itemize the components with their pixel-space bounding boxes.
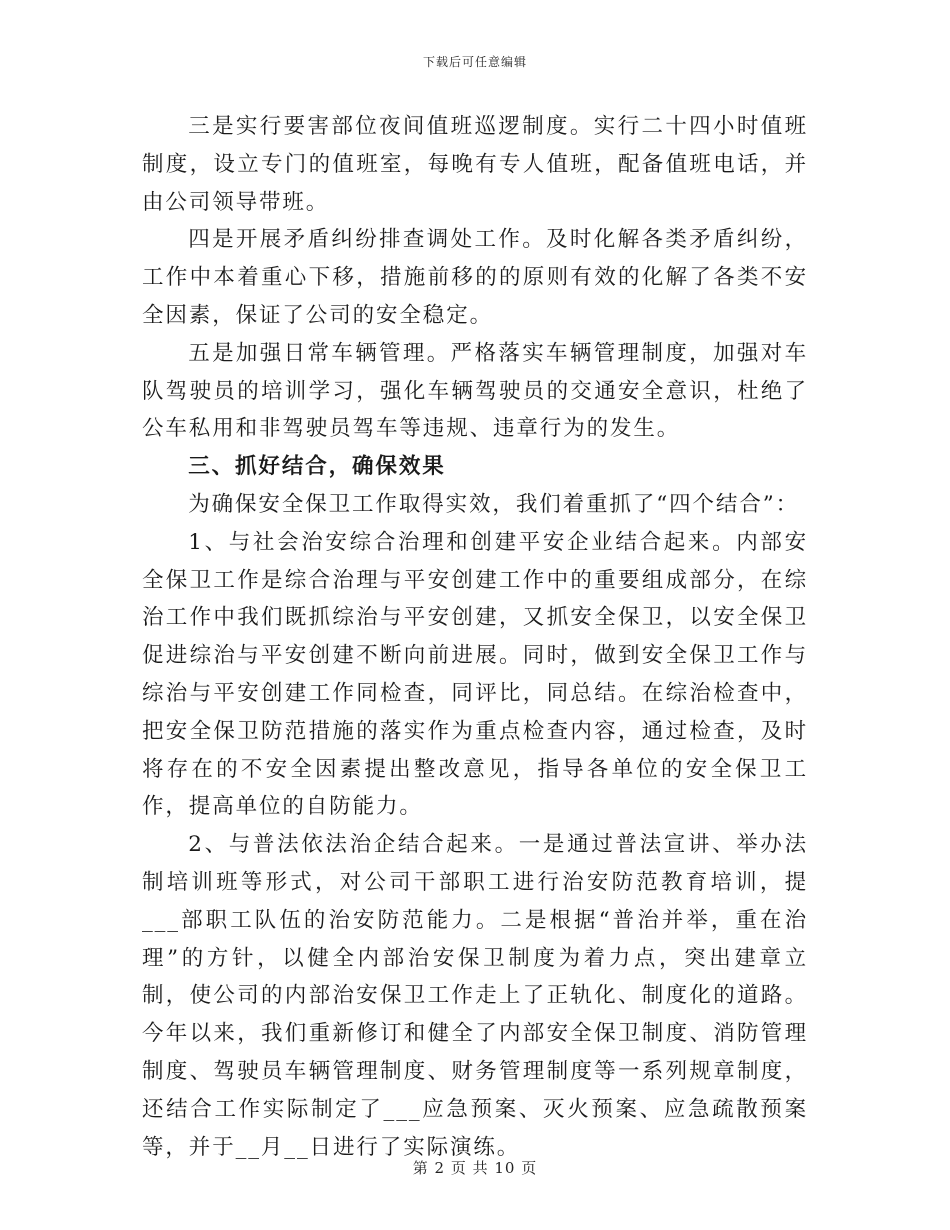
paragraph-four-combinations-intro: 为确保安全保卫工作取得实效，我们着重抓了“四个结合”： xyxy=(188,491,800,517)
paragraph-combination-2: 2、与普法依法治企结合起来。一是通过普法宣讲、举办法制培训班等形式，对公司干部职工进行治安防范教育培训，提___部职工队伍的治安防范能力。二是根据“普治并举，重在治理”的方针，以健全内部治安保卫制度为着力点，突出建章立制，使公司的内部治安保卫工作走上了正轨化、制度化的道路。今年以来，我们重新修订和健全了内部安全保卫制度、消防管理制度、驾驶员车辆管理制度、财务管理制度等一系列规章制度，还结合工作实际制定了___应急预案、灭火预案、应急疏散预案等，并于__月__日进行了实际演练。 xyxy=(142,832,808,1160)
paragraph-combination-1: 1、与社会治安综合治理和创建平安企业结合起来。内部安全保卫工作是综合治理与平安创建工作中的重要组成部分，在综治工作中我们既抓综治与平安创建，又抓安全保卫，以安全保卫促进综治与平安创建不断向前进展。同时，做到安全保卫工作与综治与平安创建工作同检查，同评比，同总结。在综治检查中，把安全保卫防范措施的落实作为重点检查内容，通过检查，及时将存在的不安全因素提出整改意见，指导各单位的安全保卫工作，提高单位的自防能力。 xyxy=(142,529,808,820)
paragraph-dispute-resolution: 四是开展矛盾纠纷排查调处工作。及时化解各类矛盾纠纷，工作中本着重心下移，措施前移的的原则有效的化解了各类不安全因素，保证了公司的安全稳定。 xyxy=(142,227,808,328)
page-number-footer: 第 2 页 共 10 页 xyxy=(412,1159,538,1177)
page-header-note: 下载后可任意编辑 xyxy=(422,55,527,69)
section-heading: 三、抓好结合，确保效果 xyxy=(188,454,446,480)
paragraph-night-patrol: 三是实行要害部位夜间值班巡逻制度。实行二十四小时值班制度，设立专门的值班室，每晚有专人值班，配备值班电话，并由公司领导带班。 xyxy=(142,114,808,215)
document-body xyxy=(142,108,808,1166)
paragraph-vehicle-management: 五是加强日常车辆管理。严格落实车辆管理制度，加强对车队驾驶员的培训学习，强化车辆驾驶员的交通安全意识，杜绝了公车私用和非驾驶员驾车等违规、违章行为的发生。 xyxy=(142,340,808,442)
